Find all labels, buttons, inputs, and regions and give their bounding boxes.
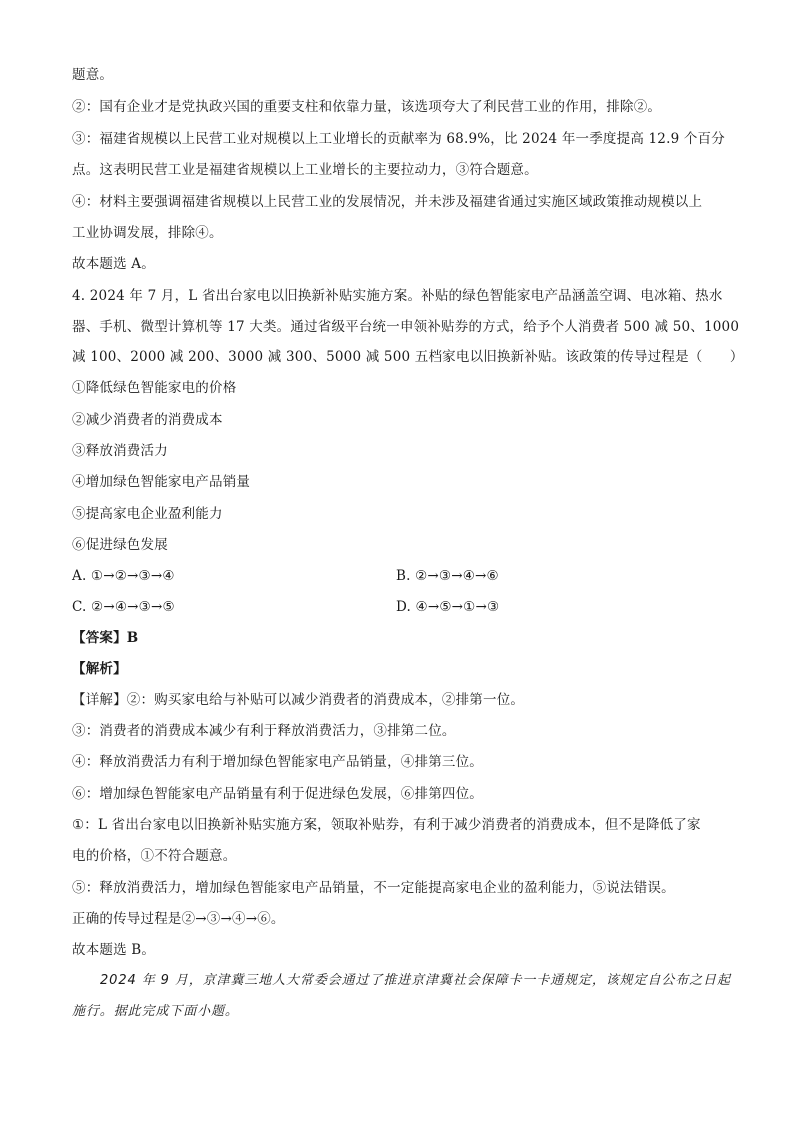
question-stem: 减 100、2000 减 200、3000 减 300、5000 减 500 五档家电以旧换新补贴。该政策的传导过程是（ ） <box>72 349 744 365</box>
question-stem: 器、手机、微型计算机等 17 大类。通过省级平台统一申领补贴券的方式，给予个人消费者 500 减 50、1000 <box>72 319 740 335</box>
text-line: 点。这表明民营工业是福建省规模以上工业增长的主要拉动力，③符合题意。 <box>72 162 538 178</box>
text-line: 工业协调发展，排除④。 <box>72 225 223 241</box>
question-item: ⑥促进绿色发展 <box>72 537 168 553</box>
question-item: ⑤提高家电企业盈利能力 <box>72 506 223 522</box>
analysis-line: ③：消费者的消费成本减少有利于释放消费活力，③排第二位。 <box>72 723 456 739</box>
question-item: ③释放消费活力 <box>72 443 168 459</box>
text-line: 题意。 <box>72 67 114 83</box>
question-stem: 4. 2024 年 7 月，L 省出台家电以旧换新补贴实施方案。补贴的绿色智能家电产品涵盖空调、电冰箱、热水 <box>72 288 723 304</box>
option-b: B. ②→③→④→⑥ <box>396 568 499 584</box>
analysis-line: 正确的传导过程是②→③→④→⑥。 <box>72 911 285 927</box>
option-a: A. ①→②→③→④ <box>72 568 175 584</box>
question-item: ④增加绿色智能家电产品销量 <box>72 474 251 490</box>
option-d: D. ④→⑤→①→③ <box>396 599 500 615</box>
analysis-line: ⑤：释放消费活力，增加绿色智能家电产品销量，不一定能提高家电企业的盈利能力，⑤说法错误。 <box>72 880 675 896</box>
next-question-intro: 2024 年 9 月，京津冀三地人大常委会通过了推进京津冀社会保障卡一卡通规定，该规定自公布之日起 <box>100 973 731 988</box>
next-question-intro: 施行。据此完成下面小题。 <box>72 1004 239 1019</box>
answer-label: 【答案】B <box>72 630 139 646</box>
analysis-line: 【详解】②：购买家电给与补贴可以减少消费者的消费成本，②排第一位。 <box>72 692 525 708</box>
question-item: ②减少消费者的消费成本 <box>72 412 223 428</box>
analysis-line: ④：释放消费活力有利于增加绿色智能家电产品销量，④排第三位。 <box>72 754 483 770</box>
analysis-line: 故本题选 B。 <box>72 942 156 958</box>
analysis-line: ①：L 省出台家电以旧换新补贴实施方案，领取补贴券，有利于减少消费者的消费成本，但不是降低了家 <box>72 817 701 833</box>
option-c: C. ②→④→③→⑤ <box>72 599 175 615</box>
text-line: ④：材料主要强调福建省规模以上民营工业的发展情况，并未涉及福建省通过实施区域政策推动规模以上 <box>72 194 703 210</box>
analysis-line: 电的价格，①不符合题意。 <box>72 848 237 864</box>
analysis-line: ⑥：增加绿色智能家电产品销量有利于促进绿色发展，⑥排第四位。 <box>72 786 483 802</box>
text-line: 故本题选 A。 <box>72 256 155 272</box>
question-item: ①降低绿色智能家电的价格 <box>72 380 237 396</box>
analysis-label: 【解析】 <box>72 661 127 677</box>
text-line: ②：国有企业才是党执政兴国的重要支柱和依靠力量，该选项夸大了利民营工业的作用，排除②。 <box>72 99 662 115</box>
text-line: ③：福建省规模以上民营工业对规模以上工业增长的贡献率为 68.9%，比 2024 年一季度提高 12.9 个百分 <box>72 131 725 147</box>
